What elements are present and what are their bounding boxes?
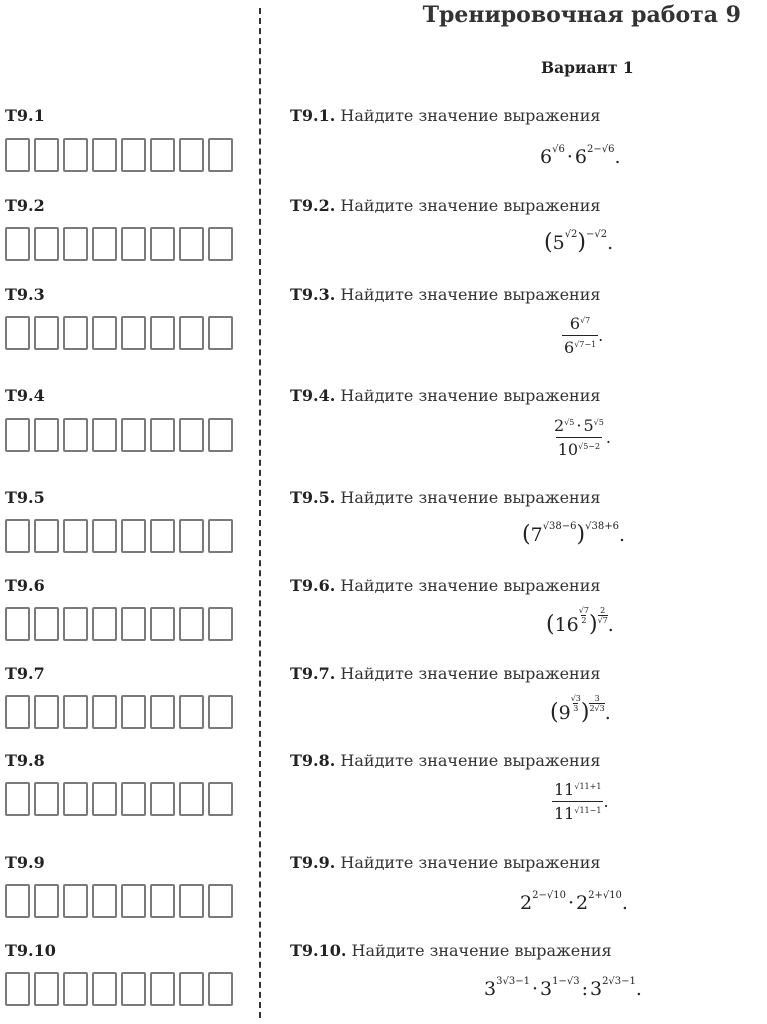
answer-cell[interactable] xyxy=(34,884,59,918)
answer-cell[interactable] xyxy=(34,227,59,261)
answer-cell[interactable] xyxy=(208,782,233,816)
page-title: Тренировочная работа 9 xyxy=(422,2,741,28)
expression-t9-8: $\frac{11^{√11+1}}{11^{√11-1}}$ . xyxy=(554,780,609,823)
task-t9-5: T9.5. Найдите значение выражения xyxy=(290,488,601,507)
answer-cell[interactable] xyxy=(92,227,117,261)
answer-cell[interactable] xyxy=(63,782,88,816)
answer-cell[interactable] xyxy=(92,972,117,1006)
answer-cell[interactable] xyxy=(5,227,30,261)
answer-label-t9-1: T9.1 xyxy=(5,106,45,125)
answer-cell[interactable] xyxy=(63,138,88,172)
answer-label-t9-3: T9.3 xyxy=(5,285,45,304)
answer-label-t9-8: T9.8 xyxy=(5,751,45,770)
answer-cell[interactable] xyxy=(63,695,88,729)
answer-boxes-t9-2[interactable] xyxy=(5,227,237,261)
answer-cell[interactable] xyxy=(179,316,204,350)
cut-line-divider xyxy=(259,8,261,1018)
answer-label-t9-9: T9.9 xyxy=(5,853,45,872)
answer-cell[interactable] xyxy=(92,695,117,729)
answer-cell[interactable] xyxy=(63,884,88,918)
answer-cell[interactable] xyxy=(63,316,88,350)
task-prompt: Найдите значение выражения xyxy=(340,106,601,125)
answer-boxes-t9-9[interactable] xyxy=(5,884,237,918)
answer-cell[interactable] xyxy=(121,607,146,641)
answer-cell[interactable] xyxy=(150,316,175,350)
answer-label-t9-2: T9.2 xyxy=(5,196,45,215)
answer-cell[interactable] xyxy=(150,884,175,918)
answer-cell[interactable] xyxy=(150,519,175,553)
answer-cell[interactable] xyxy=(179,695,204,729)
answer-cell[interactable] xyxy=(34,972,59,1006)
answer-cell[interactable] xyxy=(179,884,204,918)
answer-cell[interactable] xyxy=(5,316,30,350)
answer-cell[interactable] xyxy=(208,884,233,918)
answer-cell[interactable] xyxy=(63,607,88,641)
answer-cell[interactable] xyxy=(63,519,88,553)
expression-t9-1: 6 √6 · 6 2−√6 . xyxy=(540,143,621,168)
answer-cell[interactable] xyxy=(208,607,233,641)
task-t9-6: T9.6. Найдите значение выражения xyxy=(290,576,601,595)
task-t9-10: T9.10. Найдите значение выражения xyxy=(290,941,612,960)
answer-cell[interactable] xyxy=(150,138,175,172)
answer-cell[interactable] xyxy=(92,316,117,350)
task-t9-3: T9.3. Найдите значение выражения xyxy=(290,285,601,304)
answer-cell[interactable] xyxy=(5,884,30,918)
answer-cell[interactable] xyxy=(208,418,233,452)
answer-boxes-t9-4[interactable] xyxy=(5,418,237,452)
answer-cell[interactable] xyxy=(121,972,146,1006)
expression-t9-3: $\frac{6^{√7}}{6^{√7-1}}$ . xyxy=(564,314,604,357)
answer-cell[interactable] xyxy=(5,519,30,553)
answer-cell[interactable] xyxy=(121,227,146,261)
answer-cell[interactable] xyxy=(92,884,117,918)
expression-t9-5: ( 7 √38−6 ) √38+6 . xyxy=(522,521,626,547)
answer-cell[interactable] xyxy=(34,138,59,172)
answer-cell[interactable] xyxy=(5,607,30,641)
answer-cell[interactable] xyxy=(179,519,204,553)
answer-cell[interactable] xyxy=(121,519,146,553)
answer-boxes-t9-3[interactable] xyxy=(5,316,237,350)
expression-t9-7: ( 9 √3 3 ) 3 2√3 . xyxy=(550,694,611,725)
answer-cell[interactable] xyxy=(179,607,204,641)
answer-cell[interactable] xyxy=(179,138,204,172)
answer-cell[interactable] xyxy=(5,418,30,452)
answer-boxes-t9-7[interactable] xyxy=(5,695,237,729)
answer-label-t9-4: T9.4 xyxy=(5,386,45,405)
answer-boxes-t9-6[interactable] xyxy=(5,607,237,641)
task-t9-1 xyxy=(290,106,600,125)
expression-t9-4: $\frac{2^{√5} \cdot 5^{√5}}{10^{√5-2}}$ . xyxy=(554,416,611,459)
answer-cell[interactable] xyxy=(179,782,204,816)
answer-cell[interactable] xyxy=(63,972,88,1006)
answer-cell[interactable] xyxy=(92,418,117,452)
answer-cell[interactable] xyxy=(63,227,88,261)
answer-cell[interactable] xyxy=(208,316,233,350)
task-t9-2: T9.2. Найдите значение выражения xyxy=(290,196,601,215)
answer-cell[interactable] xyxy=(121,418,146,452)
answer-cell[interactable] xyxy=(150,607,175,641)
answer-boxes-t9-8[interactable] xyxy=(5,782,237,816)
answer-cell[interactable] xyxy=(179,418,204,452)
answer-cell[interactable] xyxy=(208,138,233,172)
answer-cell[interactable] xyxy=(121,138,146,172)
answer-label-t9-7: T9.7 xyxy=(5,664,45,683)
expression-t9-10: 3 3√3−1 · 3 1−√3 : 3 2√3−1 . xyxy=(484,975,642,1000)
answer-cell[interactable] xyxy=(92,782,117,816)
answer-cell[interactable] xyxy=(34,519,59,553)
answer-label-t9-5: T9.5 xyxy=(5,488,45,507)
answer-cell[interactable] xyxy=(179,227,204,261)
answer-cell[interactable] xyxy=(150,972,175,1006)
answer-cell[interactable] xyxy=(92,519,117,553)
task-t9-7: T9.7. Найдите значение выражения xyxy=(290,664,601,683)
answer-cell[interactable] xyxy=(121,316,146,350)
answer-cell[interactable] xyxy=(34,607,59,641)
task-number: T9.1. xyxy=(290,106,336,125)
answer-cell[interactable] xyxy=(34,418,59,452)
answer-cell[interactable] xyxy=(5,138,30,172)
answer-cell[interactable] xyxy=(150,695,175,729)
answer-cell[interactable] xyxy=(121,884,146,918)
answer-label-t9-10: T9.10 xyxy=(5,941,56,960)
task-t9-9: T9.9. Найдите значение выражения xyxy=(290,853,601,872)
answer-cell[interactable] xyxy=(92,138,117,172)
answer-cell[interactable] xyxy=(5,695,30,729)
answer-cell[interactable] xyxy=(34,782,59,816)
expression-t9-9: 2 2−√10 · 2 2+√10 . xyxy=(520,889,628,914)
answer-cell[interactable] xyxy=(150,782,175,816)
answer-cell[interactable] xyxy=(5,782,30,816)
answer-cell[interactable] xyxy=(121,782,146,816)
answer-cell[interactable] xyxy=(5,972,30,1006)
task-t9-4: T9.4. Найдите значение выражения xyxy=(290,386,601,405)
answer-cell[interactable] xyxy=(150,227,175,261)
expression-t9-2: ( 5 √2 ) −√2 . xyxy=(544,229,614,255)
answer-cell[interactable] xyxy=(208,519,233,553)
expression-t9-6: ( 16 √7 2 ) 2 √7 . xyxy=(546,606,614,637)
answer-cell[interactable] xyxy=(208,695,233,729)
variant-heading: Вариант 1 xyxy=(541,58,634,77)
answer-cell[interactable] xyxy=(34,316,59,350)
task-t9-8: T9.8. Найдите значение выражения xyxy=(290,751,601,770)
answer-cell[interactable] xyxy=(63,418,88,452)
answer-boxes-t9-5[interactable] xyxy=(5,519,237,553)
answer-cell[interactable] xyxy=(208,227,233,261)
answer-boxes-t9-10[interactable] xyxy=(5,972,237,1006)
answer-cell[interactable] xyxy=(150,418,175,452)
answer-boxes-t9-1[interactable] xyxy=(5,138,237,172)
answer-label-t9-6: T9.6 xyxy=(5,576,45,595)
answer-cell[interactable] xyxy=(208,972,233,1006)
answer-cell[interactable] xyxy=(179,972,204,1006)
answer-cell[interactable] xyxy=(92,607,117,641)
answer-cell[interactable] xyxy=(121,695,146,729)
answer-cell[interactable] xyxy=(34,695,59,729)
